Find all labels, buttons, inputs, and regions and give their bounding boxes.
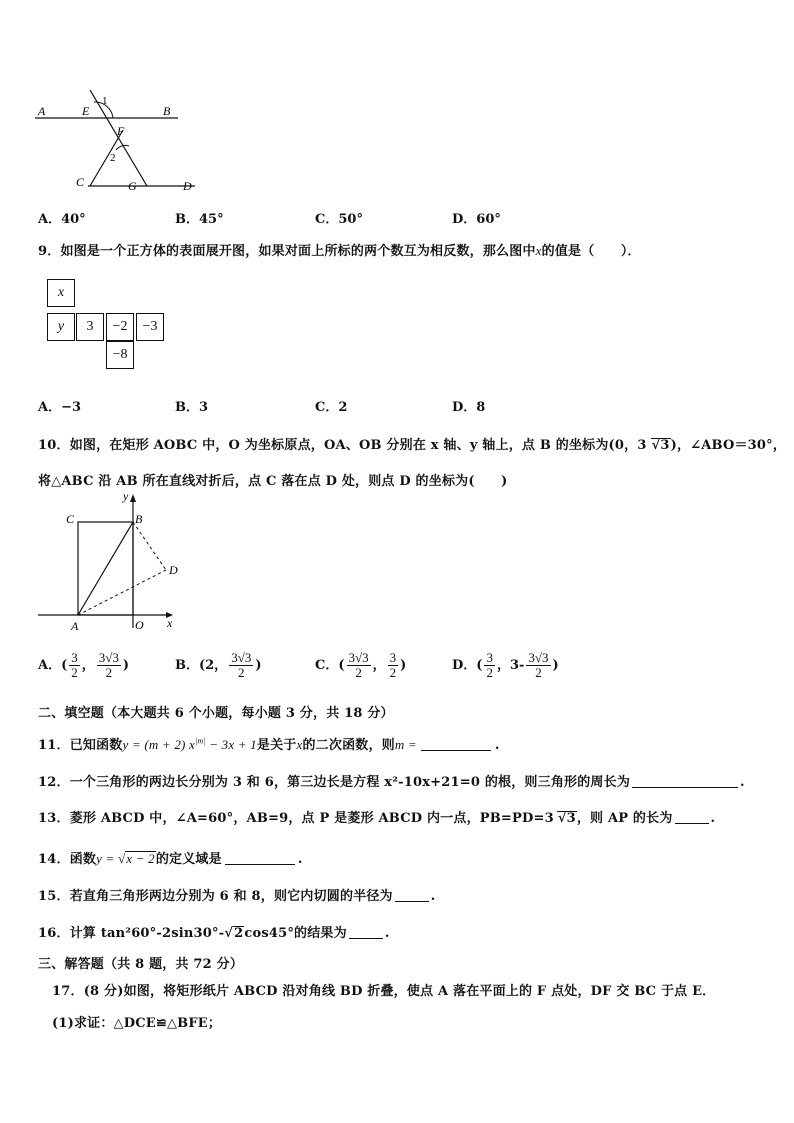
q8-option-d: D．60° <box>452 212 501 227</box>
q12-answer-blank[interactable] <box>632 775 738 788</box>
q8-label-A: A <box>38 104 46 118</box>
q8-label-G: G <box>128 179 137 193</box>
q10-option-a: A．( $\frac{3}{2}$ ， $\frac{3√3}{2}$ ) <box>38 650 130 680</box>
q9-cell-neg3: −3 <box>136 313 164 341</box>
q8-label-C: C <box>76 175 85 189</box>
q8-label-1: 1 <box>102 95 108 107</box>
q9-cell-neg8: −8 <box>106 341 134 369</box>
q11-question: 11．已知函数y = (m + 2) $x^{|m|} - 3x + 1$是关于x的二次函数，则m = . <box>38 736 500 753</box>
q9-cell-neg2: −2 <box>106 313 134 341</box>
q16-answer-blank[interactable] <box>349 926 383 939</box>
q10-option-d: D．( $\frac{3}{2}$ ，3- $\frac{3√3}{2}$ ) <box>452 650 559 680</box>
q8-label-F: F <box>117 124 125 138</box>
q8-label-B: B <box>163 104 171 118</box>
q8-label-2: 2 <box>110 152 116 164</box>
q9-option-b: B．3 <box>175 400 209 415</box>
q9-cell-3: 3 <box>76 313 104 341</box>
q9-option-d: D．8 <box>452 400 486 415</box>
q13-question: 13．菱形 ABCD 中，∠A=60°，AB=9，点 P 是菱形 ABCD 内一点，PB=PD=3 √3，则 AP 的长为 . <box>38 811 716 826</box>
q17-line1: 17．(8 分)如图，将矩形纸片 ABCD 沿对角线 BD 折叠，使点 A 落在平面上的 F 点处，DF 交 BC 于点 E． <box>52 984 716 999</box>
q10-label-C: C <box>66 512 75 526</box>
q8-label-E: E <box>82 104 90 118</box>
q10-line1: 10．如图，在矩形 AOBC 中，O 为坐标原点，OA、OB 分别在 x 轴、y 轴上，点 B 的坐标为(0，3 √3)，∠ABO＝30°， <box>38 438 787 453</box>
q8-option-a: A．40° <box>38 212 86 227</box>
q9-var: x <box>535 243 542 258</box>
q10-sqrt: √3 <box>651 438 670 453</box>
q10-option-c: C．( $\frac{3√3}{2}$ ， $\frac{3}{2}$ ) <box>315 650 407 680</box>
q9-option-c: C．2 <box>315 400 348 415</box>
q9-cell-y: y <box>47 313 75 341</box>
q16-question: 16．计算 tan²60°-2sin30°-√2cos45°的结果为 . <box>38 926 390 941</box>
q10-line2: 将△ABC 沿 AB 所在直线对折后，点 C 落在点 D 处，则点 D 的坐标为( ) <box>38 474 508 489</box>
q10-label-A: A <box>71 619 79 633</box>
q15-answer-blank[interactable] <box>395 889 429 902</box>
q13-sqrt: √3 <box>557 811 576 826</box>
q9-option-a: A．−3 <box>38 400 82 415</box>
q8-figure <box>30 90 210 200</box>
q8-option-b: B．45° <box>175 212 224 227</box>
q10-label-B: B <box>135 512 143 526</box>
q12-question: 12．一个三角形的两边长分别为 3 和 6，第三边长是方程 x²-10x+21=0 的根，则三角形的周长为 . <box>38 775 745 790</box>
q10-figure <box>30 488 190 633</box>
q14-answer-blank[interactable] <box>225 852 295 865</box>
q10-label-O: O <box>135 618 144 632</box>
q9-text: 9．如图是一个正方体的表面展开图，如果对面上所标的两个数互为相反数，那么图中 <box>38 244 536 259</box>
q17-line2: (1)求证：△DCE≌△BFE； <box>52 1016 222 1031</box>
q10-option-b: B．(2， $\frac{3√3}{2}$ ) <box>175 650 262 680</box>
q8-option-c: C．50° <box>315 212 363 227</box>
q10-label-y: y <box>123 489 129 503</box>
q15-question: 15．若直角三角形两边分别为 6 和 8，则它内切圆的半径为 . <box>38 889 436 904</box>
q10-label-D: D <box>169 563 178 577</box>
q9-cell-x: x <box>47 279 75 307</box>
q9-text-end: 的值是（ ）． <box>541 244 641 259</box>
q10-label-x: x <box>167 616 173 630</box>
q14-question: 14．函数y = √x − 2的定义域是 . <box>38 851 303 867</box>
section-3-heading: 三、解答题（共 8 题，共 72 分） <box>38 957 244 972</box>
q11-answer-blank[interactable] <box>421 738 491 751</box>
q8-label-D: D <box>183 179 192 193</box>
q13-answer-blank[interactable] <box>675 811 709 824</box>
section-2-heading: 二、填空题（本大题共 6 个小题，每小题 3 分，共 18 分） <box>38 706 394 721</box>
q9-question <box>38 240 641 259</box>
